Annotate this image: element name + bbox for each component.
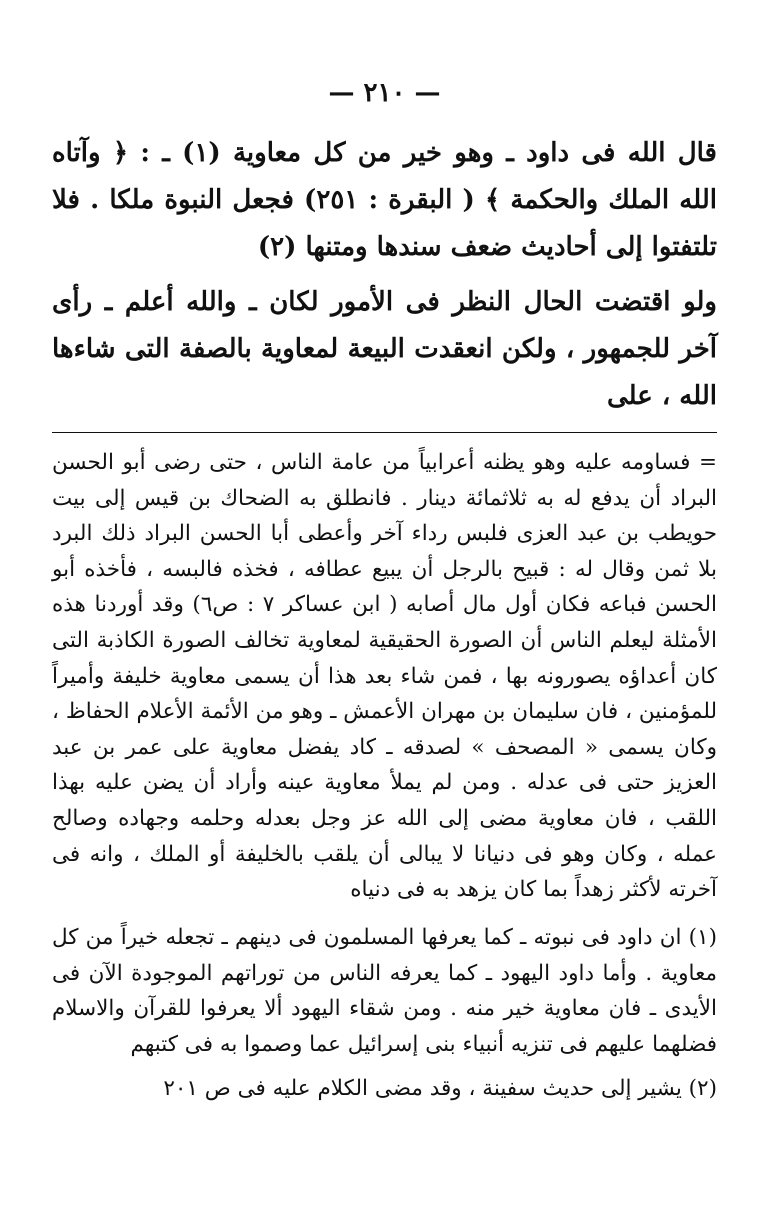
main-text	[52, 130, 717, 420]
footnotes	[52, 920, 717, 1107]
continued-footnote	[52, 445, 717, 908]
main-paragraph-1: قال الله فى داود ـ وهو خير من كل معاوية (١) ـ : ﴿ وآتاه الله الملك والحكمة ﴾ ( البقرة : ٢٥١) فجعل النبوة ملكا . فلا تلتفتوا إلى أحاديث ضعف سندها ومتنها (٢)	[52, 138, 717, 262]
footnote-1: (١) ان داود فى نبوته ـ كما يعرفها المسلمون فى دينهم ـ تجعله خيراً من كل معاوية . وأما داود اليهود ـ كما يعرفه الناس من توراتهم الموجودة الآن فى الأيدى ـ فان معاوية خير منه . ومن شقاء اليهود ألا يعرفوا للقرآن والاسلام فضلهما عليهم فى تنزيه أنبياء بنى إسرائيل عما وصموا به فى كتبهم	[52, 924, 717, 1058]
main-paragraph-2: ولو اقتضت الحال النظر فى الأمور لكان ـ والله أعلم ـ رأى آخر للجمهور ، ولكن انعقدت البيعة لمعاوية بالصفة التى شاءها الله ، على	[52, 287, 717, 411]
footnote-divider	[52, 432, 717, 433]
continued-footnote-text: = فساومه عليه وهو يظنه أعرابياً من عامة الناس ، حتى رضى أبو الحسن البراد أن يدفع له به ثلاثمائة دينار . فانطلق به الضحاك بن قيس إلى بيت حويطب بن عبد العزى فلبس رداء آخر وأعطى أبا الحسن البراد ذلك البرد بلا ثمن وقال له : قبيح بالرجل أن يبيع عطافه ، فخذه فالبسه ، فأخذه أبو الحسن فباعه فكان أول مال أصابه ( ابن عساكر ٧ : ص٦) وقد أوردنا هذه الأمثلة ليعلم الناس أن الصورة الحقيقية لمعاوية تخالف الصورة الكاذبة التى كان أعداؤه يصورونه بها ، فمن شاء بعد هذا أن يسمى معاوية خليفة وأميراً للمؤمنين ، فان سليمان بن مهران الأعمش ـ وهو من الأئمة الأعلام الحفاظ ، وكان يسمى « المصحف » لصدقه ـ كاد يفضل معاوية على عمر بن عبد العزيز حتى فى عدله . ومن لم يملأ معاوية عينه وأراد أن يضن عليه بهذا اللقب ، فان معاوية مضى إلى الله عز وجل بعدله وحلمه وجهاده وصالح عمله ، وكان وهو فى دنيانا لا يبالى أن يلقب بالخليفة أو الملك ، وانه فى آخرته لأكثر زهداً بما كان يزهد به فى دنياه	[52, 450, 717, 903]
page	[52, 60, 717, 1111]
footnote-2: (٢) يشير إلى حديث سفينة ، وقد مضى الكلام عليه فى ص ٢٠١	[163, 1075, 717, 1101]
page-number: — ٢١٠ —	[328, 78, 441, 108]
